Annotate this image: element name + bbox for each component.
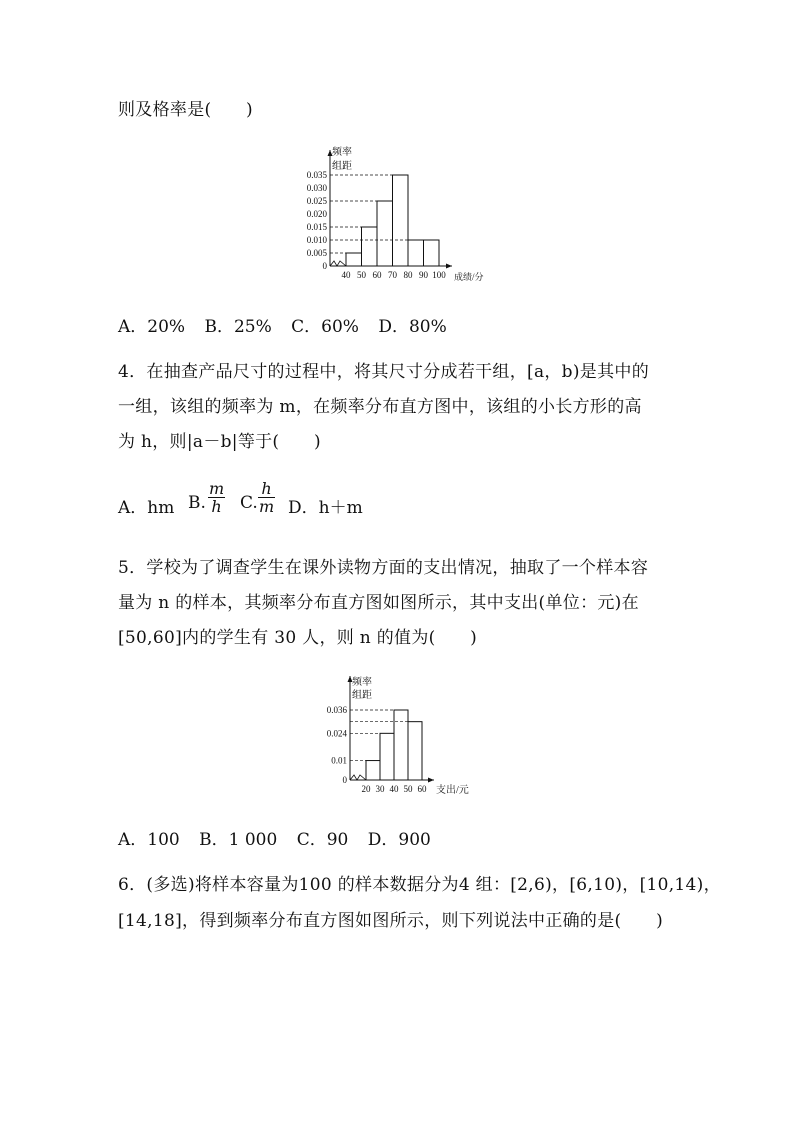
- option-a[interactable]: A．hm: [118, 498, 175, 518]
- histogram-spending: [310, 672, 490, 802]
- option-c-prefix[interactable]: C.: [240, 493, 258, 513]
- y-tick-label: 0: [322, 261, 327, 271]
- histogram-bar: [366, 761, 380, 780]
- fraction-denominator: h: [211, 497, 222, 516]
- fig2-ylabel-top: 频率: [352, 677, 372, 688]
- histogram-bar: [380, 733, 394, 780]
- fig2-ylabel-bottom: 组距: [352, 690, 372, 701]
- fig1-ylabel-top: 频率: [332, 147, 352, 158]
- option-b-fraction: [208, 480, 225, 515]
- histogram-bar: [377, 201, 393, 266]
- q5-line1: 5．学校为了调查学生在课外读物方面的支出情况，抽取了一个样本容: [118, 558, 649, 578]
- x-tick-label: 70: [388, 270, 397, 280]
- x-tick-label: 100: [432, 270, 446, 280]
- option-d[interactable]: D．80%: [378, 317, 447, 337]
- option-c[interactable]: C．60%: [291, 317, 359, 337]
- x-tick-label: 20: [361, 784, 371, 794]
- y-tick-label: 0.025: [306, 196, 327, 206]
- q6-line1: 6．(多选)将样本容量为100 的样本数据分为4 组：[2,6)，[6,10)，[10,14)，: [118, 875, 721, 895]
- option-b[interactable]: B．1 000: [199, 830, 278, 850]
- x-tick-label: 40: [341, 270, 351, 280]
- fraction-numerator: h: [258, 480, 275, 498]
- option-d[interactable]: D．h＋m: [288, 498, 363, 518]
- x-tick-label: 30: [375, 784, 385, 794]
- y-tick-label: 0.030: [306, 183, 327, 193]
- y-tick-label: 0.015: [306, 222, 327, 232]
- x-tick-label: 90: [419, 270, 428, 280]
- y-tick-label: 0.035: [306, 170, 327, 180]
- option-c[interactable]: C．90: [296, 830, 349, 850]
- fig1-xlabel: 成绩/分: [454, 272, 484, 282]
- x-tick-label: 40: [389, 784, 399, 794]
- axis-break: [330, 261, 346, 266]
- x-tick-label: 60: [372, 270, 382, 280]
- x-axis-arrow: [446, 264, 452, 269]
- x-tick-label: 50: [357, 270, 366, 280]
- fig1-ylabel-bottom: 组距: [332, 161, 352, 172]
- histogram-scores: [290, 145, 510, 290]
- y-tick-label: 0.01: [331, 755, 347, 766]
- q5-line2: 量为 n 的样本，其频率分布直方图如图所示，其中支出(单位：元)在: [118, 593, 639, 613]
- fraction-numerator: m: [209, 479, 225, 498]
- option-c-fraction: [258, 480, 275, 515]
- x-axis-arrow: [428, 778, 434, 783]
- option-b[interactable]: B．25%: [204, 317, 272, 337]
- y-tick-label: 0.005: [306, 248, 327, 258]
- option-a[interactable]: A．100: [118, 830, 180, 850]
- q4-line2: 一组，该组的频率为 m，在频率分布直方图中，该组的小长方形的高: [118, 397, 642, 417]
- y-tick-label: 0.020: [306, 209, 327, 219]
- x-tick-label: 50: [403, 784, 413, 794]
- q4-line1: 4．在抽查产品尺寸的过程中，将其尺寸分成若干组，[a，b)是其中的: [118, 362, 649, 382]
- histogram-bar: [394, 710, 408, 780]
- q3-options: [118, 312, 461, 337]
- fraction-denominator: m: [259, 497, 275, 516]
- histogram-bar: [393, 175, 409, 266]
- option-b-prefix[interactable]: B.: [188, 493, 206, 513]
- fig2-xlabel: 支出/元: [436, 785, 469, 796]
- q4-line3: 为 h，则|a－b|等于( ): [118, 432, 321, 452]
- histogram-bar: [346, 253, 362, 266]
- x-tick-label: 80: [403, 270, 413, 280]
- q5-options: [118, 825, 445, 850]
- y-tick-label: 0.036: [326, 705, 347, 715]
- histogram-bar: [408, 240, 424, 266]
- y-tick-label: 0.010: [306, 235, 327, 245]
- x-tick-label: 60: [417, 784, 427, 794]
- q3-text: 则及格率是( ): [118, 100, 253, 120]
- option-a[interactable]: A．20%: [118, 317, 186, 337]
- histogram-bar: [408, 722, 422, 780]
- y-tick-label: 0: [342, 775, 347, 785]
- y-tick-label: 0.024: [326, 728, 347, 739]
- q6-line2: [14,18]，得到频率分布直方图如图所示，则下列说法中正确的是( ): [118, 911, 663, 931]
- histogram-bar: [362, 227, 378, 266]
- q5-line3: [50,60]内的学生有 30 人，则 n 的值为( ): [118, 628, 478, 648]
- axis-break: [350, 775, 366, 780]
- histogram-bar: [424, 240, 440, 266]
- option-d[interactable]: D．900: [367, 830, 431, 850]
